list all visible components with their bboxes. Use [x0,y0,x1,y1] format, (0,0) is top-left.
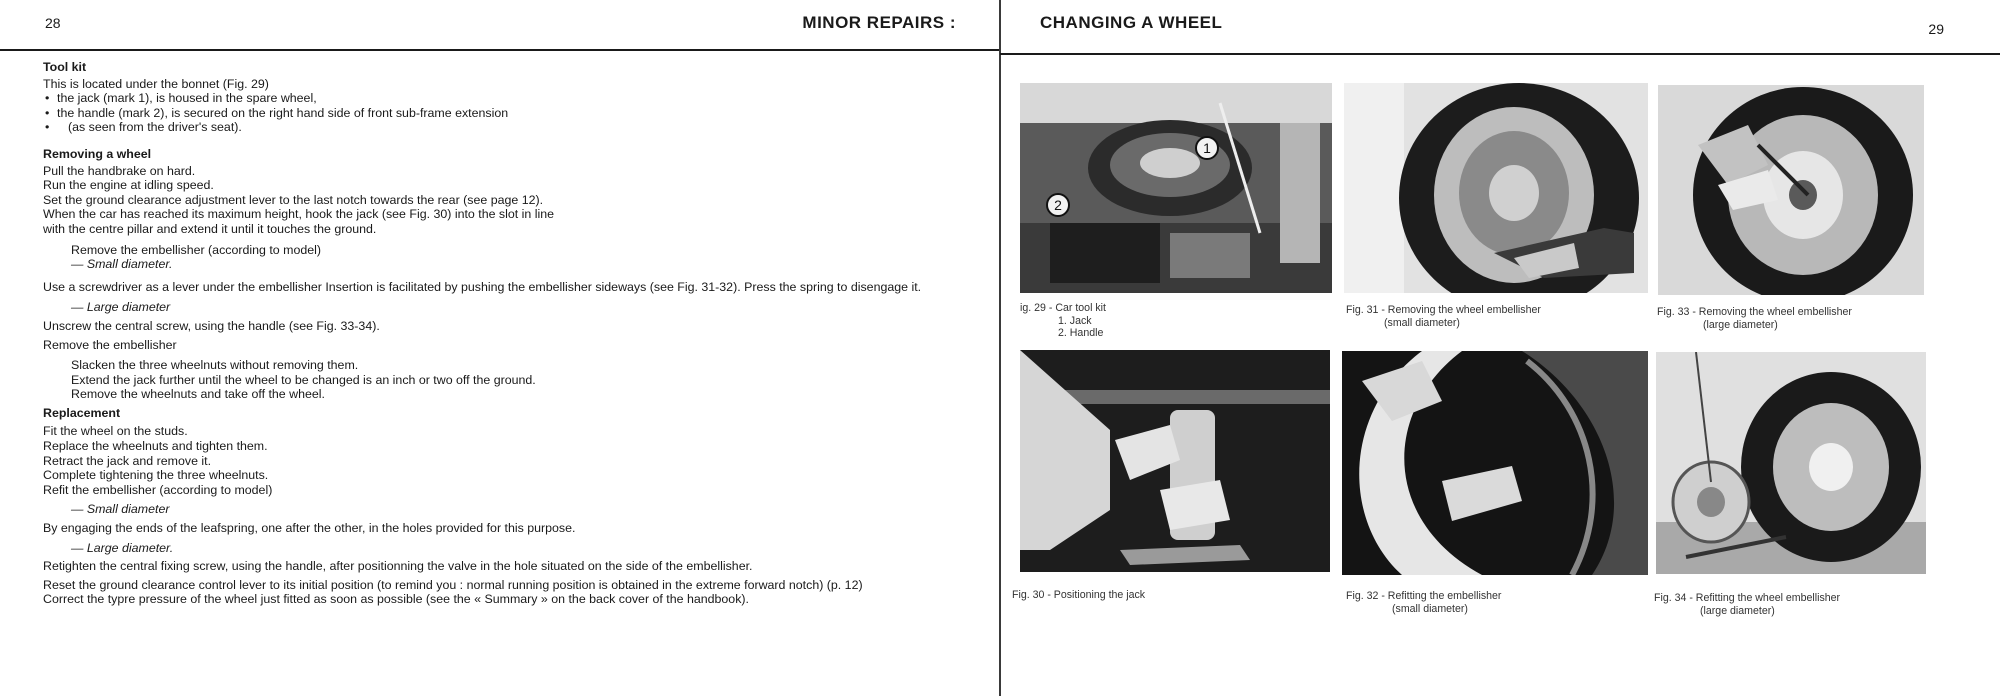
engine-bay-image [1020,83,1332,293]
step-paragraph: Use a screwdriver as a lever under the embellisher Insertion is facilitated by pushing the embellisher sideways (see Fig. 31-32). Press the spring to disengage it. [43,279,922,294]
page-number-right: 29 [1928,21,1944,37]
embellisher-refitting-image [1342,351,1648,575]
section-title-removing: Removing a wheel [43,146,152,161]
tool-kit-bullet-cont: • (as seen from the driver's seat). [43,120,953,135]
fig31-photo [1344,83,1648,293]
step-line: Fit the wheel on the studs. [43,424,188,439]
tool-kit-bullet: • the jack (mark 1), is housed in the spare wheel, [43,91,953,106]
instructions-text [43,60,953,607]
large-embellisher-removal-image [1658,85,1924,295]
wheel-embellisher-removal-image [1344,83,1648,293]
page-header-right: CHANGING A WHEEL [1040,13,1223,32]
fig30-caption: Fig. 30 - Positioning the jack [1012,589,1146,601]
step-line: Remove the embellisher (according to model) [71,242,321,257]
header-rule-left [0,49,1000,51]
step-line: Reset the ground clearance control lever to its initial position (to remind you : normal running position is obtained in the extreme forward notch) (p. 12) [43,577,863,592]
section-title-replacement: Replacement [43,405,121,420]
step-line: Run the engine at idling speed. [43,178,214,193]
subheading-large-diameter: — Large diameter. [71,540,174,555]
step-line: Retighten the central fixing screw, using the handle, after positionning the valve in the hole situated on the side of the embellisher. [43,559,753,574]
step-line: Correct the typre pressure of the wheel just fitted as soon as possible (see the « Summary » on the back cover of the handbook). [43,592,749,607]
step-line: Remove the wheelnuts and take off the wheel. [71,387,325,402]
large-embellisher-refitting-image [1656,352,1926,574]
step-line: By engaging the ends of the leafspring, one after the other, in the holes provided for this purpose. [43,521,576,536]
step-line: Retract the jack and remove it. [43,453,212,468]
fig34-photo [1656,352,1926,574]
step-line: with the centre pillar and extend it until it touches the ground. [43,221,377,236]
step-line: Complete tightening the three wheelnuts. [43,468,269,483]
subheading-large-diameter: — Large diameter [71,300,171,315]
header-rule-right [1000,53,2000,55]
fig32-photo [1342,351,1648,575]
step-line: When the car has reached its maximum height, hook the jack (see Fig. 30) into the slot in line [43,207,555,222]
subheading-small-diameter: — Small diameter. [71,257,173,272]
tool-kit-intro: This is located under the bonnet (Fig. 29) [43,76,269,91]
step-line: Pull the handbrake on hard. [43,163,196,178]
page-header-left: MINOR REPAIRS : [802,13,956,32]
fig29-photo [1020,83,1332,293]
fig32-caption: Fig. 32 - Refitting the embellisher (small diameter) [1346,590,1502,615]
jack-positioning-image [1020,350,1330,572]
fig31-caption: Fig. 31 - Removing the wheel embellisher (small diameter) [1346,304,1541,329]
step-line: Replace the wheelnuts and tighten them. [43,439,268,454]
subheading-small-diameter: — Small diameter [71,502,170,517]
fig33-photo [1658,85,1924,295]
section-title-tool-kit: Tool kit [43,60,87,74]
fig33-caption: Fig. 33 - Removing the wheel embellisher (large diameter) [1657,306,1852,331]
handle-marker-label: 2 [1054,197,1062,213]
step-line: Set the ground clearance adjustment lever to the last notch towards the rear (see page 12). [43,192,544,207]
right-page [1000,0,2000,696]
fig29-caption: ig. 29 - Car tool kit 1. Jack 2. Handle [1020,302,1106,339]
tool-kit-bullet: • the handle (mark 2), is secured on the right hand side of front sub-frame extension [43,106,953,121]
step-line: Slacken the three wheelnuts without removing them. [71,358,359,373]
jack-marker-label: 1 [1203,140,1211,156]
page-number-left: 28 [45,15,61,31]
step-line: Remove the embellisher [43,337,177,352]
fig30-photo [1020,350,1330,572]
step-line: Extend the jack further until the wheel to be changed is an inch or two off the ground. [71,372,536,387]
fig34-caption: Fig. 34 - Refitting the wheel embellisher (large diameter) [1654,592,1841,617]
step-line: Refit the embellisher (according to model) [43,482,273,497]
step-line: Unscrew the central screw, using the handle (see Fig. 33-34). [43,318,380,333]
